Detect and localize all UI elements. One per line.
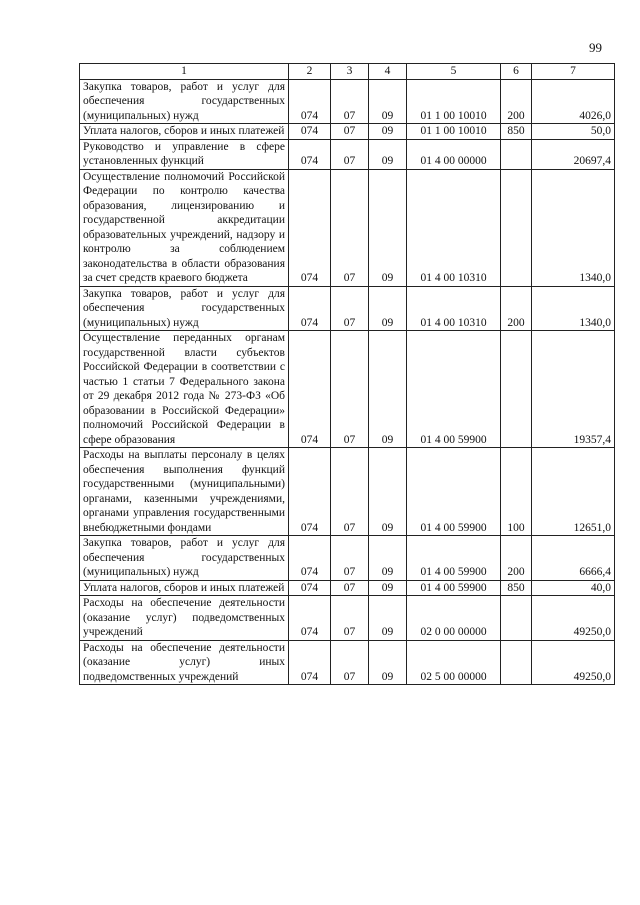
ministry-code: 074 <box>289 286 331 331</box>
subsection-code: 09 <box>369 596 407 641</box>
section-code: 07 <box>331 79 369 124</box>
section-code: 07 <box>331 124 369 140</box>
column-header: 6 <box>501 64 532 80</box>
subsection-code: 09 <box>369 331 407 448</box>
table-row <box>80 286 615 331</box>
expense-name: Закупка товаров, работ и услуг для обеспечения государственных (муниципальных) нужд <box>80 536 289 581</box>
table-row <box>80 139 615 169</box>
amount: 4026,0 <box>532 79 615 124</box>
column-header: 1 <box>80 64 289 80</box>
target-article-code: 01 4 00 10310 <box>407 169 501 286</box>
expense-type-code <box>501 169 532 286</box>
expense-name: Расходы на обеспечение деятельности (оказание услуг) иных подведомственных учреждений <box>80 640 289 685</box>
expense-name: Руководство и управление в сфере установленных функций <box>80 139 289 169</box>
section-code: 07 <box>331 139 369 169</box>
amount: 1340,0 <box>532 169 615 286</box>
amount: 6666,4 <box>532 536 615 581</box>
expense-name: Расходы на обеспечение деятельности (оказание услуг) подведомственных учреждений <box>80 596 289 641</box>
expense-name: Расходы на выплаты персоналу в целях обеспечения выполнения функций государственными (муниципальными) органами, казенными учреждениями, органами управления государственными внебюджетными фондами <box>80 448 289 536</box>
amount: 12651,0 <box>532 448 615 536</box>
column-header: 3 <box>331 64 369 80</box>
table-row <box>80 79 615 124</box>
target-article-code: 01 1 00 10010 <box>407 124 501 140</box>
table-header-row <box>80 64 615 80</box>
expense-type-code: 100 <box>501 448 532 536</box>
expense-type-code: 200 <box>501 286 532 331</box>
table-row <box>80 580 615 596</box>
subsection-code: 09 <box>369 580 407 596</box>
section-code: 07 <box>331 596 369 641</box>
ministry-code: 074 <box>289 169 331 286</box>
column-header: 7 <box>532 64 615 80</box>
expense-name: Осуществление переданных органам государственной власти субъектов Российской Федерации в соответствии с частью 1 статьи 7 Федерального закона от 29 декабря 2012 года № 273-ФЗ «Об образовании в Российской Федерации» полномочий Российской Федерации в сфере образования <box>80 331 289 448</box>
column-header: 5 <box>407 64 501 80</box>
table-row <box>80 596 615 641</box>
ministry-code: 074 <box>289 124 331 140</box>
subsection-code: 09 <box>369 139 407 169</box>
expense-name: Закупка товаров, работ и услуг для обеспечения государственных (муниципальных) нужд <box>80 79 289 124</box>
target-article-code: 02 0 00 00000 <box>407 596 501 641</box>
expense-name: Закупка товаров, работ и услуг для обеспечения государственных (муниципальных) нужд <box>80 286 289 331</box>
table-row <box>80 640 615 685</box>
budget-table <box>79 63 615 685</box>
subsection-code: 09 <box>369 448 407 536</box>
page-number: 99 <box>589 40 602 55</box>
ministry-code: 074 <box>289 640 331 685</box>
table-row <box>80 536 615 581</box>
amount: 49250,0 <box>532 640 615 685</box>
subsection-code: 09 <box>369 286 407 331</box>
expense-type-code: 850 <box>501 580 532 596</box>
subsection-code: 09 <box>369 536 407 581</box>
amount: 19357,4 <box>532 331 615 448</box>
ministry-code: 074 <box>289 331 331 448</box>
expense-type-code <box>501 331 532 448</box>
target-article-code: 01 4 00 00000 <box>407 139 501 169</box>
section-code: 07 <box>331 331 369 448</box>
target-article-code: 01 4 00 59900 <box>407 536 501 581</box>
expense-type-code: 850 <box>501 124 532 140</box>
section-code: 07 <box>331 286 369 331</box>
amount: 40,0 <box>532 580 615 596</box>
table-row <box>80 169 615 286</box>
column-header: 4 <box>369 64 407 80</box>
ministry-code: 074 <box>289 536 331 581</box>
expense-name: Уплата налогов, сборов и иных платежей <box>80 124 289 140</box>
target-article-code: 01 4 00 59900 <box>407 331 501 448</box>
target-article-code: 01 4 00 59900 <box>407 448 501 536</box>
ministry-code: 074 <box>289 79 331 124</box>
table-row <box>80 331 615 448</box>
expense-name: Осуществление полномочий Российской Федерации по контролю качества образования, лицензированию и государственной аккредитации образовательных учреждений, надзору и контролю за соблюдением законодательства в области образования за счет средств краевого бюджета <box>80 169 289 286</box>
subsection-code: 09 <box>369 169 407 286</box>
subsection-code: 09 <box>369 79 407 124</box>
amount: 50,0 <box>532 124 615 140</box>
ministry-code: 074 <box>289 580 331 596</box>
ministry-code: 074 <box>289 596 331 641</box>
target-article-code: 02 5 00 00000 <box>407 640 501 685</box>
target-article-code: 01 4 00 59900 <box>407 580 501 596</box>
target-article-code: 01 1 00 10010 <box>407 79 501 124</box>
section-code: 07 <box>331 640 369 685</box>
target-article-code: 01 4 00 10310 <box>407 286 501 331</box>
expense-type-code <box>501 596 532 641</box>
amount: 49250,0 <box>532 596 615 641</box>
section-code: 07 <box>331 169 369 286</box>
expense-type-code: 200 <box>501 536 532 581</box>
section-code: 07 <box>331 536 369 581</box>
expense-name: Уплата налогов, сборов и иных платежей <box>80 580 289 596</box>
subsection-code: 09 <box>369 640 407 685</box>
column-header: 2 <box>289 64 331 80</box>
amount: 1340,0 <box>532 286 615 331</box>
amount: 20697,4 <box>532 139 615 169</box>
section-code: 07 <box>331 580 369 596</box>
table-row <box>80 448 615 536</box>
expense-type-code <box>501 139 532 169</box>
expense-type-code <box>501 640 532 685</box>
ministry-code: 074 <box>289 139 331 169</box>
expense-type-code: 200 <box>501 79 532 124</box>
subsection-code: 09 <box>369 124 407 140</box>
section-code: 07 <box>331 448 369 536</box>
ministry-code: 074 <box>289 448 331 536</box>
table-row <box>80 124 615 140</box>
